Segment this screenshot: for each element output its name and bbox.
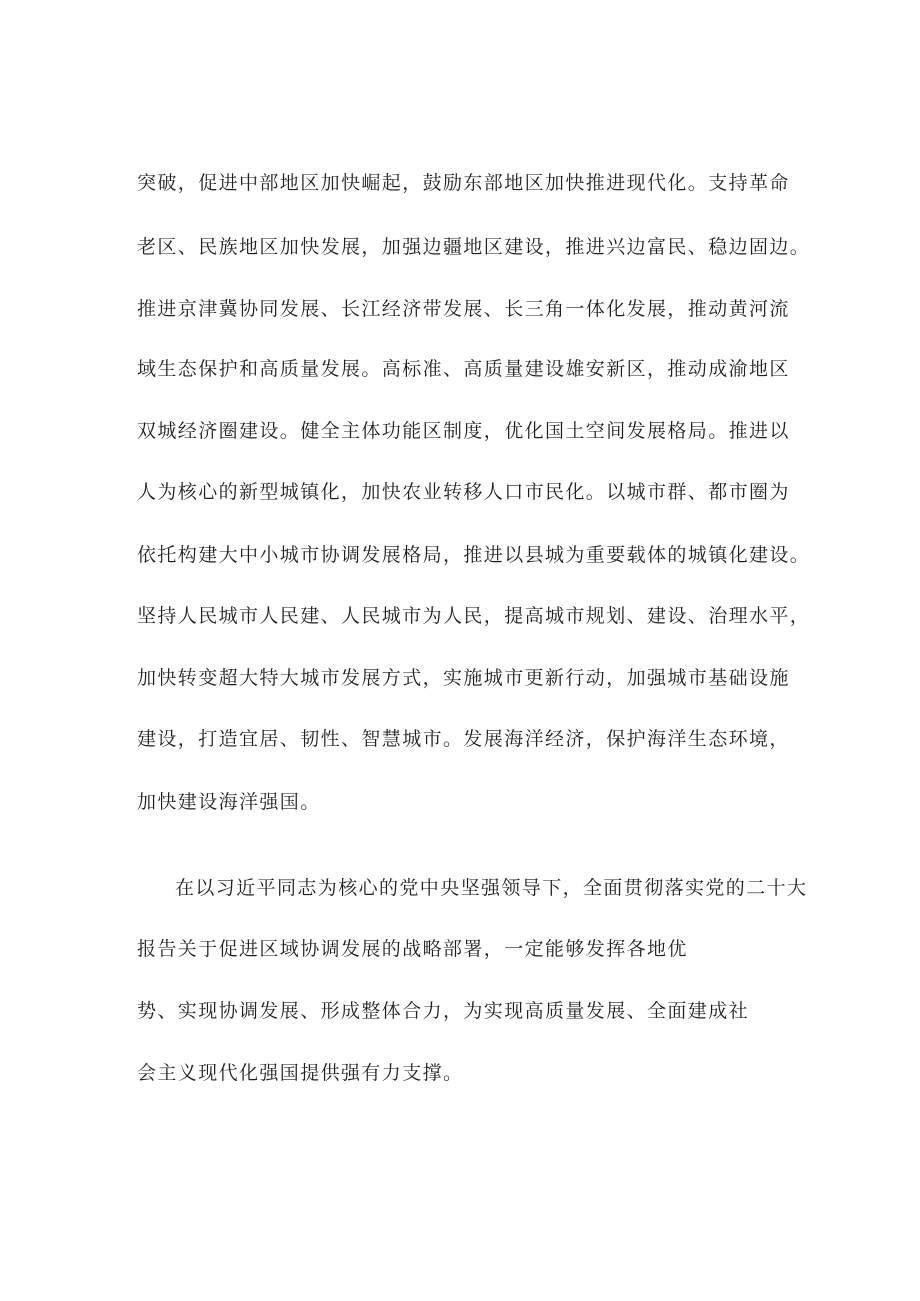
paragraph-1-line-7: 依托构建大中小城市协调发展格局，推进以县城为重要载体的城镇化建设。 [137,544,811,566]
paragraph-2-line-4: 会主义现代化强国提供强有力支撑。 [137,1062,464,1084]
paragraph-2-line-2: 报告关于促进区域协调发展的战略部署，一定能够发挥各地优 [137,938,688,960]
paragraph-1-line-9: 加快转变超大特大城市发展方式，实施城市更新行动，加强城市基础设施 [137,667,790,689]
paragraph-2-line-1: 在以习近平同志为核心的党中央坚强领导下，全面贯彻落实党的二十大 [175,877,808,899]
paragraph-1-line-8: 坚持人民城市人民建、人民城市为人民，提高城市规划、建设、治理水平， [137,605,811,627]
paragraph-1-line-5: 双城经济圈建设。健全主体功能区制度，优化国土空间发展格局。推进以 [137,420,790,442]
paragraph-1-line-11: 加快建设海洋强国。 [137,791,321,813]
paragraph-1-line-10: 建设，打造宜居、韧性、智慧城市。发展海洋经济，保护海洋生态环境， [137,728,790,750]
paragraph-1-line-1: 突破，促进中部地区加快崛起，鼓励东部地区加快推进现代化。支持革命 [137,172,790,194]
paragraph-1-line-6: 人为核心的新型城镇化，加快农业转移人口市民化。以城市群、都市圈为 [137,481,790,503]
paragraph-2-line-3: 势、实现协调发展、形成整体合力，为实现高质量发展、全面建成社 [137,1000,750,1022]
paragraph-1-line-4: 域生态保护和高质量发展。高标准、高质量建设雄安新区，推动成渝地区 [137,358,790,380]
paragraph-1-line-3: 推进京津冀协同发展、长江经济带发展、长三角一体化发展，推动黄河流 [137,298,790,320]
paragraph-1-line-2: 老区、民族地区加快发展，加强边疆地区建设，推进兴边富民、稳边固边。 [137,236,811,258]
